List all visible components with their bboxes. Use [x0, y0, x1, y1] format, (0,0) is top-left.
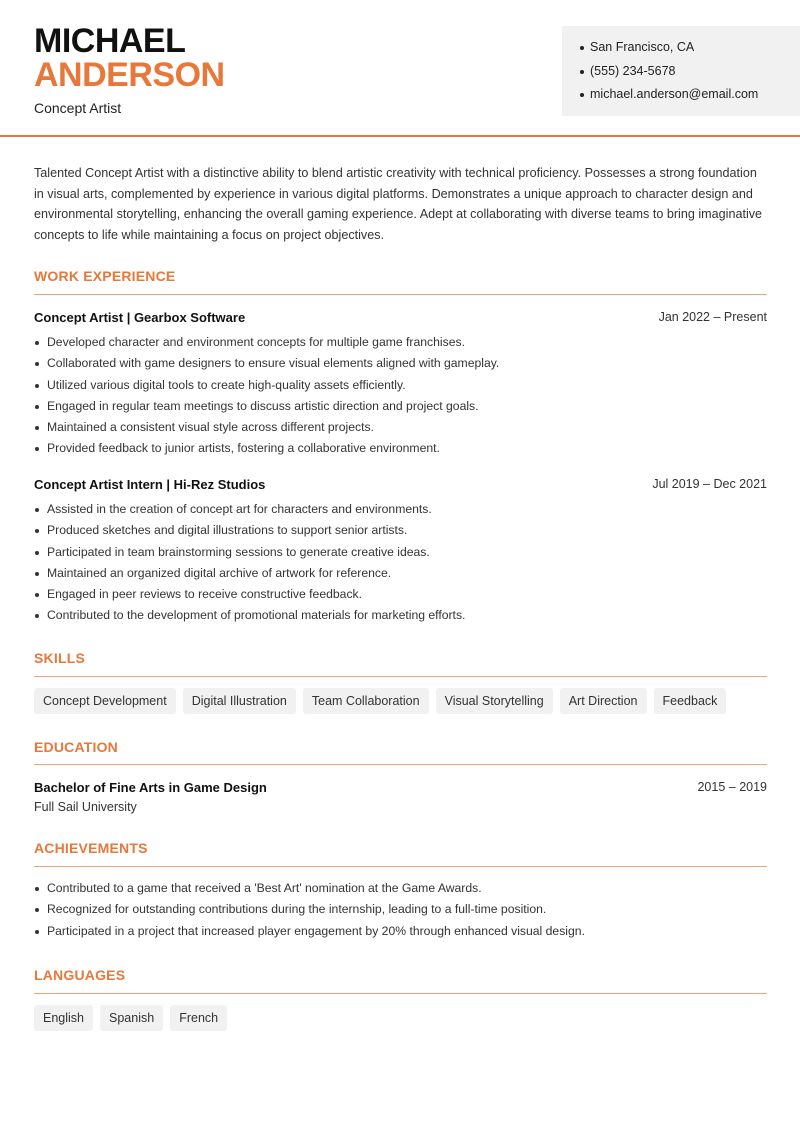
degree: Bachelor of Fine Arts in Game Design — [34, 780, 267, 795]
contact-phone: (555) 234-5678 — [580, 60, 800, 84]
list-item: Developed character and environment concepts for multiple game franchises. — [34, 332, 767, 353]
resume-header — [0, 0, 800, 137]
skill-tag: Art Direction — [560, 688, 647, 714]
education-dates: 2015 – 2019 — [697, 780, 767, 794]
job-header — [34, 477, 767, 495]
skill-tag: Visual Storytelling — [436, 688, 553, 714]
skills-list — [34, 688, 726, 714]
list-item: Contributed to a game that received a 'Best Art' nomination at the Game Awards. — [34, 878, 767, 899]
list-item: Assisted in the creation of concept art for characters and environments. — [34, 499, 767, 520]
contact-email: michael.anderson@email.com — [580, 83, 800, 107]
list-item: Participated in team brainstorming sessions to generate creative ideas. — [34, 542, 767, 563]
section-title-work: WORK EXPERIENCE — [34, 268, 176, 284]
list-item: Engaged in peer reviews to receive constructive feedback. — [34, 584, 767, 605]
languages-list — [34, 1005, 227, 1031]
skill-tag: Feedback — [654, 688, 727, 714]
section-divider — [34, 993, 767, 994]
section-title-languages: LANGUAGES — [34, 967, 126, 983]
first-name: MICHAEL — [34, 22, 186, 60]
section-divider — [34, 866, 767, 867]
job-bullets — [34, 499, 767, 627]
list-item: Utilized various digital tools to create high-quality assets efficiently. — [34, 375, 767, 396]
contact-location: San Francisco, CA — [580, 36, 800, 60]
last-name: ANDERSON — [34, 56, 225, 94]
section-divider — [34, 764, 767, 765]
summary: Talented Concept Artist with a distinctive ability to blend artistic creativity with technical proficiency. Possesses a strong foundation in visual arts, complemented by experience in various digital platforms. Demonstrates a unique approach to character design and environmental storytelling, enhancing the overall gaming experience. Adept at collaborating with diverse teams to bring imaginative concepts to life while maintaining a focus on project objectives. — [34, 166, 763, 243]
section-divider — [34, 676, 767, 677]
section-divider — [34, 294, 767, 295]
job-header — [34, 310, 767, 328]
skill-tag: Concept Development — [34, 688, 176, 714]
list-item: Collaborated with game designers to ensure visual elements aligned with gameplay. — [34, 353, 767, 374]
contact-box — [562, 26, 800, 116]
language-tag: Spanish — [100, 1005, 163, 1031]
section-title-skills: SKILLS — [34, 650, 85, 666]
job-dates: Jul 2019 – Dec 2021 — [652, 477, 767, 491]
list-item: Provided feedback to junior artists, fostering a collaborative environment. — [34, 438, 767, 459]
list-item: Contributed to the development of promotional materials for marketing efforts. — [34, 605, 767, 626]
language-tag: English — [34, 1005, 93, 1031]
job-title: Concept Artist — [34, 100, 122, 116]
list-item: Participated in a project that increased player engagement by 20% through enhanced visual design. — [34, 921, 767, 942]
list-item: Maintained a consistent visual style across different projects. — [34, 417, 767, 438]
job-dates: Jan 2022 – Present — [658, 310, 767, 324]
job-role: Concept Artist | Gearbox Software — [34, 310, 246, 325]
education-header — [34, 780, 767, 798]
list-item: Engaged in regular team meetings to discuss artistic direction and project goals. — [34, 396, 767, 417]
skill-tag: Team Collaboration — [303, 688, 429, 714]
list-item: Produced sketches and digital illustrations to support senior artists. — [34, 520, 767, 541]
achievements-list — [34, 878, 767, 942]
skill-tag: Digital Illustration — [183, 688, 296, 714]
list-item: Maintained an organized digital archive of artwork for reference. — [34, 563, 767, 584]
section-title-achievements: ACHIEVEMENTS — [34, 840, 148, 856]
job-bullets — [34, 332, 767, 460]
section-title-education: EDUCATION — [34, 739, 118, 755]
list-item: Recognized for outstanding contributions during the internship, leading to a full-time position. — [34, 899, 767, 920]
job-role: Concept Artist Intern | Hi-Rez Studios — [34, 477, 266, 492]
school-name: Full Sail University — [34, 800, 137, 814]
language-tag: French — [170, 1005, 227, 1031]
